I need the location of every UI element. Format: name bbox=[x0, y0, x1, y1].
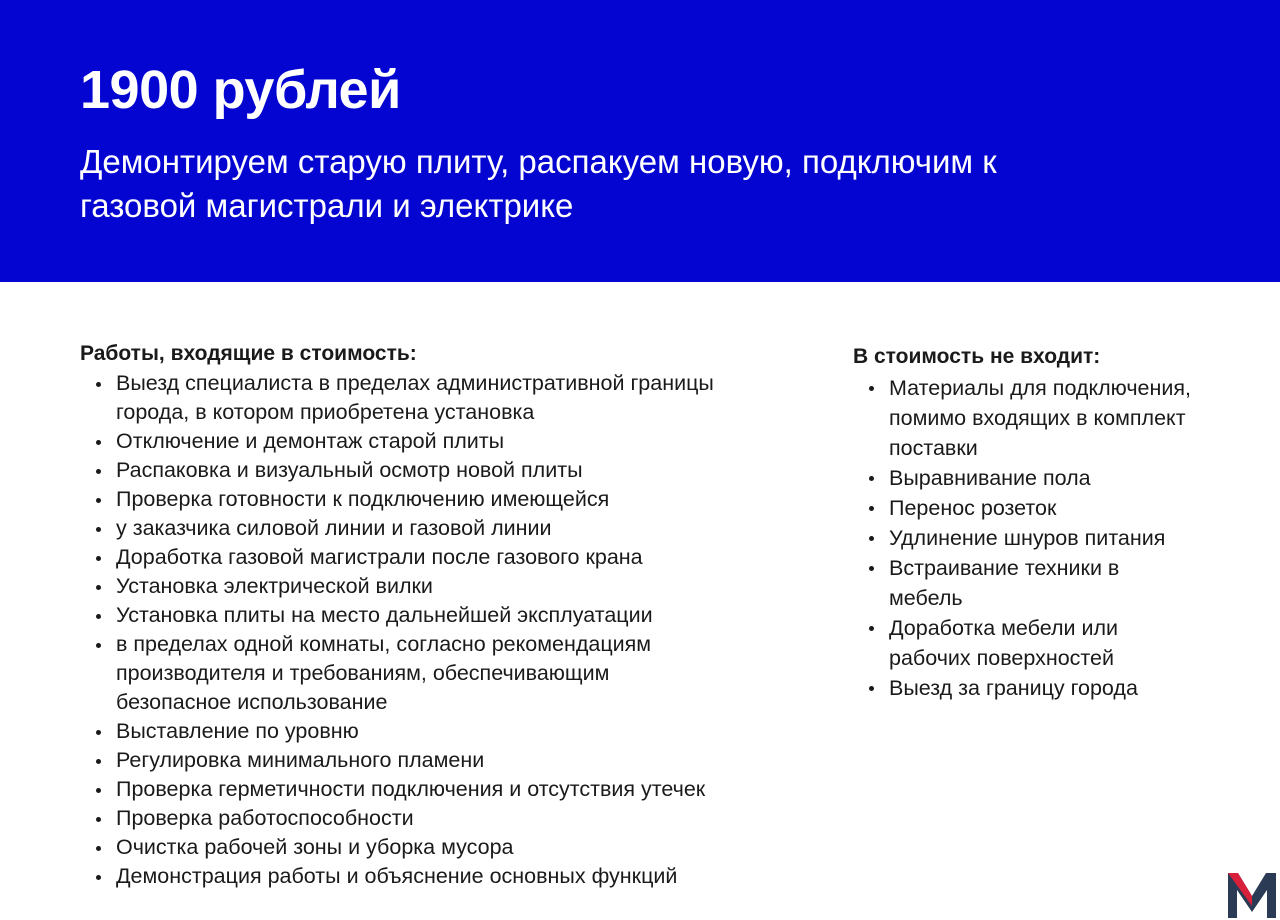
list-item: Проверка готовности к подключению имеющейся bbox=[80, 485, 800, 514]
list-item: Выезд специалиста в пределах административной границы города, в котором приобретена установка bbox=[80, 369, 800, 427]
list-item: Доработка газовой магистрали после газового крана bbox=[80, 543, 800, 572]
list-item: Выезд за границу города bbox=[853, 673, 1253, 703]
list-item: Установка плиты на место дальнейшей эксплуатации bbox=[80, 601, 800, 630]
list-item: Материалы для подключения, помимо входящих в комплект поставки bbox=[853, 373, 1253, 463]
list-item: Доработка мебели или рабочих поверхностей bbox=[853, 613, 1253, 673]
price-title: 1900 рублей bbox=[80, 60, 401, 120]
m-logo-icon bbox=[1228, 872, 1276, 918]
list-item: у заказчика силовой линии и газовой линии bbox=[80, 514, 800, 543]
excluded-heading: В стоимость не входит: bbox=[853, 345, 1101, 368]
excluded-works bbox=[853, 343, 1253, 703]
list-item: Встраивание техники в мебель bbox=[853, 553, 1253, 613]
list-item: Отключение и демонтаж старой плиты bbox=[80, 427, 800, 456]
list-item: Перенос розеток bbox=[853, 493, 1253, 523]
service-description: Демонтируем старую плиту, распакуем новую, подключим к газовой магистрали и электрике bbox=[80, 143, 997, 224]
excluded-list bbox=[853, 373, 1253, 703]
list-item: Проверка герметичности подключения и отсутствия утечек bbox=[80, 775, 800, 804]
list-item: Проверка работоспособности bbox=[80, 804, 800, 833]
list-item: Регулировка минимального пламени bbox=[80, 746, 800, 775]
list-item: в пределах одной комнаты, согласно рекомендациям производителя и требованиям, обеспечивающим безопасное использование bbox=[80, 630, 800, 717]
list-item: Установка электрической вилки bbox=[80, 572, 800, 601]
list-item: Распаковка и визуальный осмотр новой плиты bbox=[80, 456, 800, 485]
list-item: Выставление по уровню bbox=[80, 717, 800, 746]
list-item: Очистка рабочей зоны и уборка мусора bbox=[80, 833, 800, 862]
list-item: Выравнивание пола bbox=[853, 463, 1253, 493]
hero-banner bbox=[0, 0, 1280, 282]
list-item: Демонстрация работы и объяснение основных функций bbox=[80, 862, 800, 891]
list-item: Удлинение шнуров питания bbox=[853, 523, 1253, 553]
included-heading: Работы, входящие в стоимость: bbox=[80, 342, 417, 365]
included-list bbox=[80, 369, 800, 891]
included-works bbox=[80, 340, 800, 891]
